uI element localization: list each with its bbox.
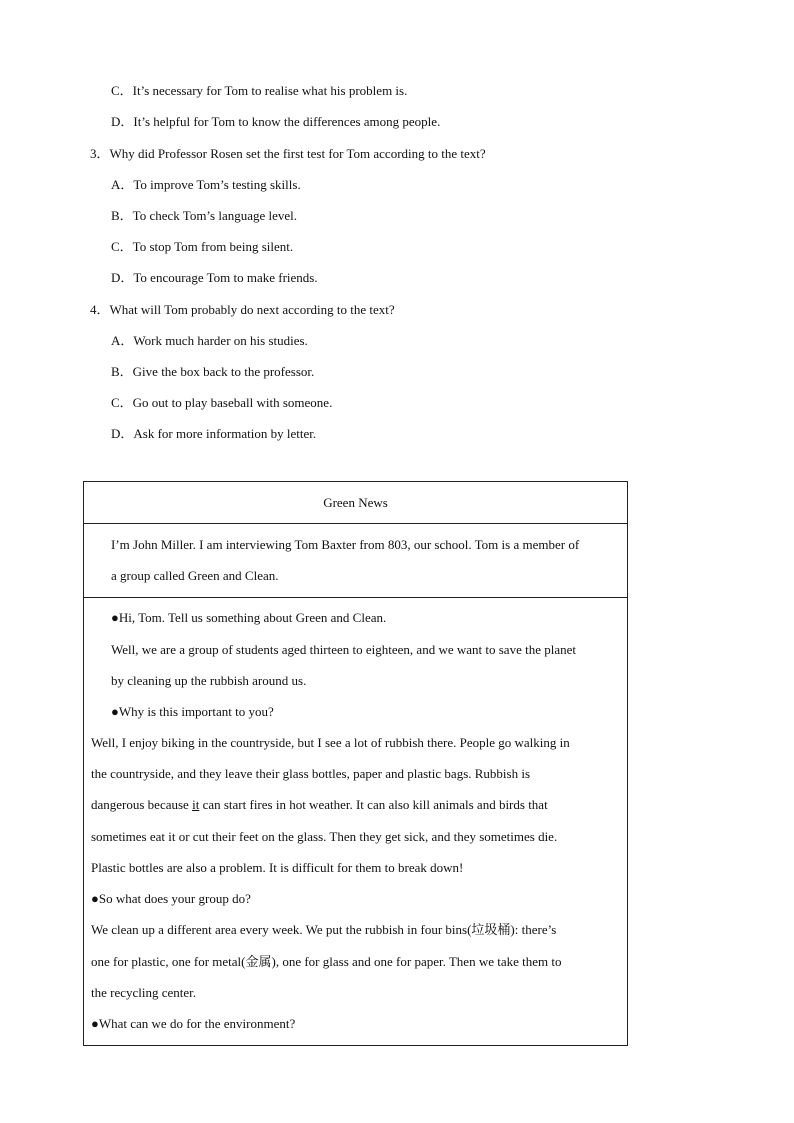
option-text: It’s helpful for Tom to know the differences among people. — [133, 114, 441, 129]
option-label: B． — [111, 364, 133, 379]
option-3c — [111, 239, 293, 255]
interview-question: ●Why is this important to you? — [111, 704, 274, 719]
intro-line: I’m John Miller. I am interviewing Tom Baxter from 803, our school. Tom is a member of — [111, 537, 580, 552]
question-number: 4． — [90, 302, 110, 317]
interview-question: ●So what does your group do? — [91, 891, 251, 906]
answer-line: by cleaning up the rubbish around us. — [111, 673, 307, 688]
question-4 — [90, 302, 395, 318]
option-text: It’s necessary for Tom to realise what his problem is. — [132, 83, 408, 98]
text-segment: dangerous because — [91, 797, 193, 812]
option-4b — [111, 364, 314, 380]
option-4d — [111, 426, 316, 442]
option-label: D． — [111, 270, 134, 285]
option-text: To check Tom’s language level. — [132, 208, 298, 223]
answer-line: sometimes eat it or cut their feet on the glass. Then they get sick, and they sometimes die. — [91, 829, 558, 844]
option-text: To encourage Tom to make friends. — [133, 270, 318, 285]
answer-line: We clean up a different area every week. We put the rubbish in four bins(垃圾桶): there’s — [91, 922, 557, 937]
answer-line: the recycling center. — [91, 985, 197, 1000]
passage-title: Green News — [323, 495, 388, 510]
interview-question: ●What can we do for the environment? — [91, 1016, 296, 1031]
answer-line: Well, I enjoy biking in the countryside, but I see a lot of rubbish there. People go walking in — [91, 735, 570, 750]
question-text: Why did Professor Rosen set the first test for Tom according to the text? — [109, 146, 486, 161]
question-text: What will Tom probably do next according to the text? — [109, 302, 395, 317]
text-segment: can start fires in hot weather. It can also kill animals and birds that — [199, 797, 548, 812]
answer-line: Plastic bottles are also a problem. It is difficult for them to break down! — [91, 860, 464, 875]
answer-line — [91, 797, 548, 813]
option-label: B． — [111, 208, 133, 223]
option-text: To improve Tom’s testing skills. — [133, 177, 301, 192]
option-text: Give the box back to the professor. — [132, 364, 315, 379]
interview-question: ●Hi, Tom. Tell us something about Green and Clean. — [111, 610, 387, 625]
option-label: C． — [111, 239, 133, 254]
option-label: A． — [111, 333, 134, 348]
answer-line: one for plastic, one for metal(金属), one for glass and one for paper. Then we take them to — [91, 954, 562, 969]
option-label: D． — [111, 114, 134, 129]
intro-line: a group called Green and Clean. — [111, 568, 279, 583]
option-text: Ask for more information by letter. — [133, 426, 317, 441]
option-label: C． — [111, 83, 133, 98]
option-3a — [111, 177, 301, 193]
answer-line: the countryside, and they leave their glass bottles, paper and plastic bags. Rubbish is — [91, 766, 531, 781]
underlined-word: it — [192, 797, 200, 812]
table-divider — [83, 523, 628, 524]
option-label: A． — [111, 177, 134, 192]
table-divider — [83, 597, 628, 598]
option-label: C． — [111, 395, 133, 410]
option-4c — [111, 395, 332, 411]
option-3d — [111, 270, 318, 286]
option-text: Work much harder on his studies. — [133, 333, 308, 348]
option-3b — [111, 208, 297, 224]
option-2c — [111, 83, 407, 99]
option-2d — [111, 114, 440, 130]
option-text: Go out to play baseball with someone. — [132, 395, 333, 410]
question-number: 3． — [90, 146, 110, 161]
answer-line: Well, we are a group of students aged thirteen to eighteen, and we want to save the planet — [111, 642, 576, 657]
question-3 — [90, 146, 486, 162]
option-text: To stop Tom from being silent. — [132, 239, 294, 254]
option-label: D． — [111, 426, 134, 441]
option-4a — [111, 333, 308, 349]
